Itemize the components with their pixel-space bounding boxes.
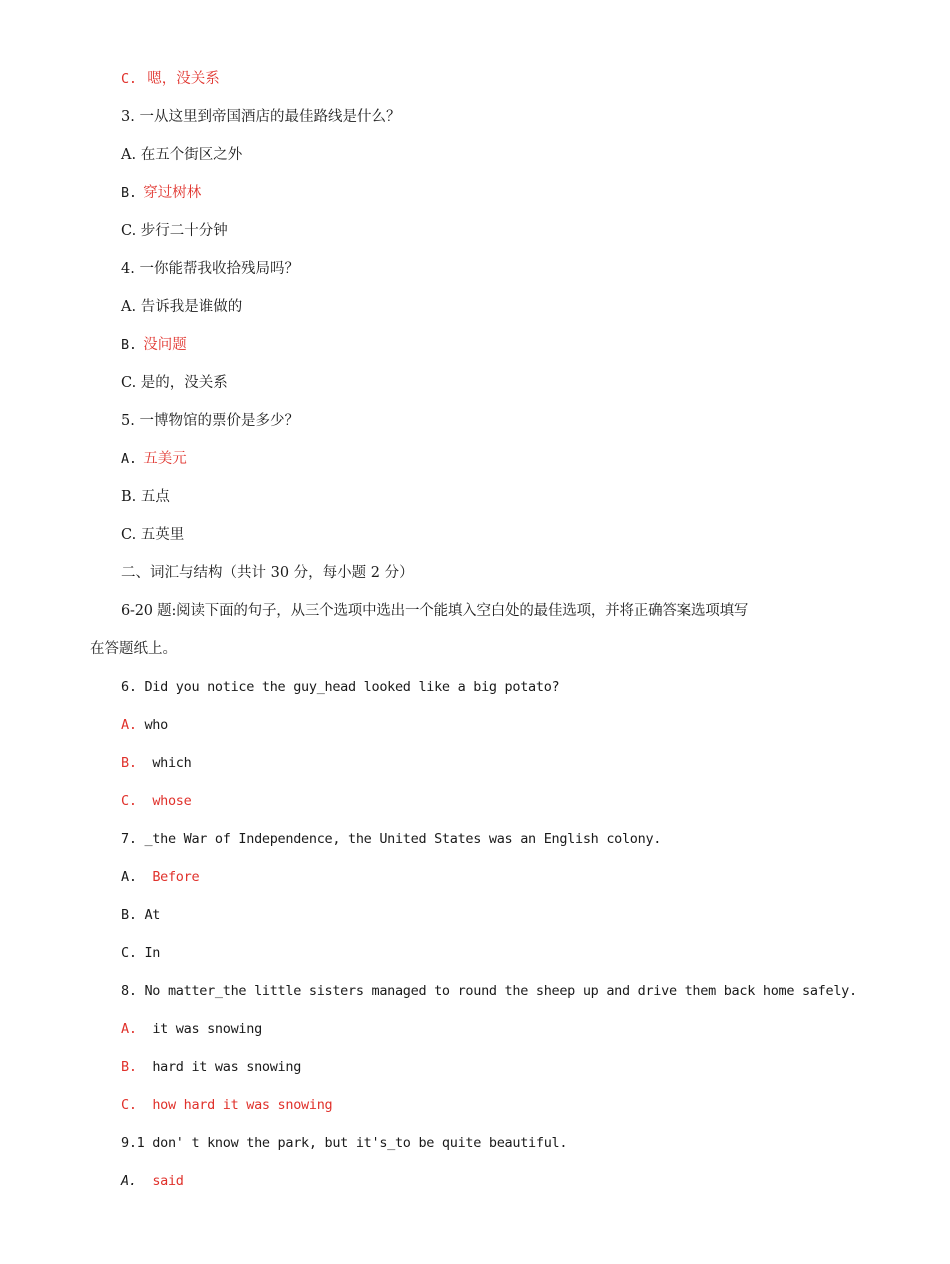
option-label: C. <box>121 1097 137 1113</box>
option-text: how hard it was snowing <box>152 1097 333 1113</box>
option-text: whose <box>152 793 192 809</box>
option-a-q8 <box>121 1019 262 1039</box>
option-text: 五美元 <box>143 451 187 467</box>
option-label: B. <box>121 1059 137 1075</box>
option-c-q2 <box>121 69 220 89</box>
option-a-q7 <box>121 867 199 887</box>
option-c-q7: C. In <box>121 945 161 961</box>
option-text: 没问题 <box>143 337 187 353</box>
option-c-q3: C. 步行二十分钟 <box>121 223 228 239</box>
option-text: 穿过树林 <box>143 185 202 201</box>
option-c-q5: C. 五英里 <box>121 527 185 543</box>
option-label: A. <box>121 717 137 733</box>
option-text: it was snowing <box>152 1021 262 1037</box>
option-c-q4: C. 是的，没关系 <box>121 375 228 391</box>
option-a-q3: A. 在五个街区之外 <box>121 147 243 163</box>
question-3: 3. 一从这里到帝国酒店的最佳路线是什么？ <box>121 109 401 125</box>
option-label: A. <box>121 451 137 467</box>
question-9: 9.1 don' t know the park, but it's_to be quite beautiful. <box>121 1135 568 1151</box>
option-label: A. <box>121 1021 137 1037</box>
option-b-q4 <box>121 335 187 355</box>
section-instructions-cont: 在答题纸上。 <box>90 641 177 657</box>
question-8: 8. No matter_the little sisters managed to round the sheep up and drive them back home safely. <box>121 983 857 999</box>
option-label: C. <box>121 793 137 809</box>
option-b-q3 <box>121 183 201 203</box>
option-c-q6 <box>121 791 191 811</box>
option-label: A. <box>121 1173 137 1189</box>
option-label: C. <box>121 71 137 87</box>
option-text: Before <box>152 869 200 885</box>
option-a-q9 <box>121 1171 184 1191</box>
option-label: B. <box>121 337 137 353</box>
section-heading: 二、词汇与结构（共计 30 分，每小题 2 分） <box>121 565 414 581</box>
question-7: 7. _the War of Independence, the United States was an English colony. <box>121 831 662 847</box>
section-instructions: 6-20 题:阅读下面的句子，从三个选项中选出一个能填入空白处的最佳选项，并将正确答案选项填写 <box>121 603 749 619</box>
question-6: 6. Did you notice the guy_head looked like a big potato? <box>121 679 560 695</box>
option-text: who <box>144 717 168 733</box>
option-a-q5 <box>121 449 187 469</box>
option-b-q8 <box>121 1057 301 1077</box>
option-text: 嗯，没关系 <box>147 71 220 87</box>
option-b-q7: B. At <box>121 907 161 923</box>
option-b-q6 <box>121 753 191 773</box>
question-5: 5. 一博物馆的票价是多少？ <box>121 413 299 429</box>
option-text: hard it was snowing <box>152 1059 302 1075</box>
option-c-q8 <box>121 1095 332 1115</box>
question-4: 4. 一你能帮我收拾残局吗？ <box>121 261 299 277</box>
option-a-q4: A. 告诉我是谁做的 <box>121 299 243 315</box>
option-label: B. <box>121 185 137 201</box>
option-text: said <box>152 1173 184 1189</box>
option-b-q5: B. 五点 <box>121 489 170 505</box>
option-text: which <box>152 755 192 771</box>
option-label: A. <box>121 869 137 885</box>
option-label: B. <box>121 755 137 771</box>
option-a-q6 <box>121 715 168 735</box>
